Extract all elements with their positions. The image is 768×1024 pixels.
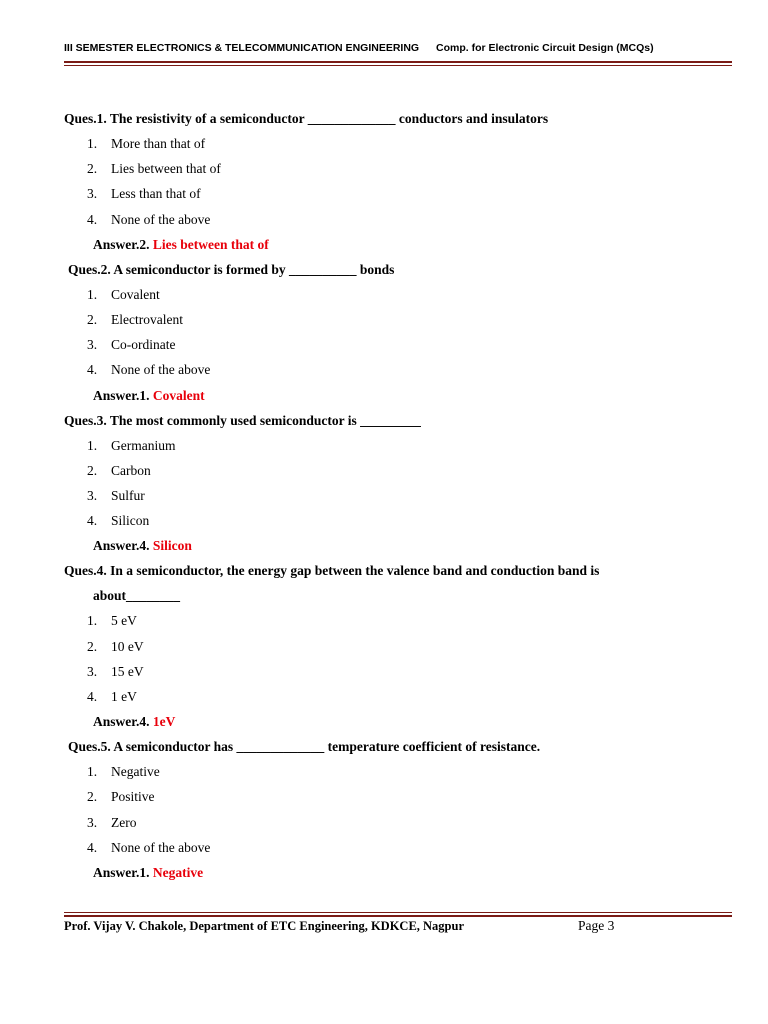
header-semester: III SEMESTER ELECTRONICS & TELECOMMUNICATION ENGINEERING xyxy=(64,42,420,54)
option-number: 2. xyxy=(87,161,98,177)
question-number: Ques.3. xyxy=(64,412,107,428)
option-number: 4. xyxy=(87,513,98,529)
list-item xyxy=(64,810,732,835)
answer-value: Covalent xyxy=(152,387,205,403)
list-item xyxy=(64,207,732,232)
footer-rule-thick xyxy=(64,915,732,917)
question-block xyxy=(64,734,732,885)
page-footer xyxy=(64,919,732,934)
question-text xyxy=(64,408,732,433)
option-list xyxy=(64,608,732,709)
question-text xyxy=(64,734,732,759)
question-block xyxy=(64,106,732,257)
option-text: Co-ordinate xyxy=(111,337,176,353)
option-text: Sulfur xyxy=(111,488,145,504)
answer-value: Negative xyxy=(152,865,204,881)
list-item xyxy=(64,634,732,659)
list-item xyxy=(64,332,732,357)
option-number: 3. xyxy=(87,814,98,830)
page-number: Page 3 xyxy=(578,918,615,933)
answer-value: Silicon xyxy=(152,538,192,554)
option-text: Germanium xyxy=(111,437,176,453)
option-text: Less than that of xyxy=(111,186,201,202)
option-text: None of the above xyxy=(111,211,211,227)
option-number: 2. xyxy=(87,789,98,805)
question-body: A semiconductor is formed by __________ bonds xyxy=(113,261,395,277)
question-number: Ques.1. xyxy=(64,111,107,126)
footer-rule-thin xyxy=(64,912,732,913)
option-number: 2. xyxy=(87,462,98,478)
question-body: A semiconductor has _____________ temperature coefficient of resistance. xyxy=(113,739,541,755)
header-rule-thick xyxy=(64,61,732,63)
option-number: 1. xyxy=(87,764,98,780)
answer-value: 1eV xyxy=(152,714,176,730)
header-course: Comp. for Electronic Circuit Design (MCQs) xyxy=(436,42,654,54)
option-number: 3. xyxy=(87,488,98,504)
option-number: 4. xyxy=(87,211,98,227)
option-number: 3. xyxy=(87,186,98,202)
option-number: 2. xyxy=(87,638,98,654)
option-number: 2. xyxy=(87,312,98,328)
question-body: In a semiconductor, the energy gap between the valence band and conduction band is xyxy=(110,563,600,579)
option-number: 4. xyxy=(87,839,98,855)
list-item xyxy=(64,483,732,508)
answer-line xyxy=(64,860,732,885)
answer-line xyxy=(64,533,732,558)
list-item xyxy=(64,131,732,156)
option-text: 1 eV xyxy=(111,689,137,705)
answer-line xyxy=(64,383,732,408)
answer-label: Answer.1. xyxy=(93,865,150,881)
question-text xyxy=(64,257,732,282)
option-list xyxy=(64,433,732,534)
page-header xyxy=(64,42,724,54)
answer-value: Lies between that of xyxy=(152,236,269,252)
option-text: None of the above xyxy=(111,839,211,855)
question-text xyxy=(64,106,732,131)
option-number: 3. xyxy=(87,663,98,679)
question-text xyxy=(64,558,732,608)
option-text: Covalent xyxy=(111,286,160,302)
list-item xyxy=(64,759,732,784)
option-text: More than that of xyxy=(111,136,206,151)
question-list xyxy=(64,106,732,885)
question-number: Ques.5. xyxy=(68,739,111,755)
question-block xyxy=(64,408,732,559)
answer-line xyxy=(64,709,732,734)
option-text: 5 eV xyxy=(111,613,137,629)
option-text: Positive xyxy=(111,789,155,805)
header-rule-thin xyxy=(64,65,732,66)
option-number: 1. xyxy=(87,286,98,302)
list-item xyxy=(64,458,732,483)
list-item xyxy=(64,181,732,206)
list-item xyxy=(64,433,732,458)
list-item xyxy=(64,357,732,382)
option-text: None of the above xyxy=(111,362,211,378)
answer-line xyxy=(64,232,732,257)
question-number: Ques.2. xyxy=(68,261,111,277)
option-list xyxy=(64,131,732,232)
answer-label: Answer.4. xyxy=(93,714,150,730)
list-item xyxy=(64,282,732,307)
option-number: 3. xyxy=(87,337,98,353)
option-number: 1. xyxy=(87,613,98,629)
list-item xyxy=(64,835,732,860)
list-item xyxy=(64,659,732,684)
question-block xyxy=(64,257,732,408)
list-item xyxy=(64,508,732,533)
list-item xyxy=(64,156,732,181)
list-item xyxy=(64,684,732,709)
option-number: 1. xyxy=(87,136,98,151)
question-number: Ques.4. xyxy=(64,563,107,579)
option-text: Lies between that of xyxy=(111,161,221,177)
option-text: Zero xyxy=(111,814,137,830)
option-list xyxy=(64,282,732,383)
option-text: Carbon xyxy=(111,462,151,478)
list-item xyxy=(64,307,732,332)
answer-label: Answer.4. xyxy=(93,538,150,554)
option-number: 4. xyxy=(87,689,98,705)
list-item xyxy=(64,608,732,633)
option-number: 4. xyxy=(87,362,98,378)
footer-author: Prof. Vijay V. Chakole, Department of ETC Engineering, KDKCE, Nagpur xyxy=(64,919,465,933)
question-block xyxy=(64,558,732,734)
question-body: The resistivity of a semiconductor _____________ conductors and insulators xyxy=(109,111,549,126)
option-text: Electrovalent xyxy=(111,312,183,328)
answer-label: Answer.2. xyxy=(93,236,150,252)
option-list xyxy=(64,759,732,860)
answer-label: Answer.1. xyxy=(93,387,150,403)
question-body: The most commonly used semiconductor is _________ xyxy=(109,412,421,428)
option-text: 10 eV xyxy=(111,638,144,654)
option-text: 15 eV xyxy=(111,663,144,679)
question-body-continued: about________ xyxy=(93,588,181,604)
list-item xyxy=(64,784,732,809)
option-text: Silicon xyxy=(111,513,150,529)
option-text: Negative xyxy=(111,764,160,780)
option-number: 1. xyxy=(87,437,98,453)
